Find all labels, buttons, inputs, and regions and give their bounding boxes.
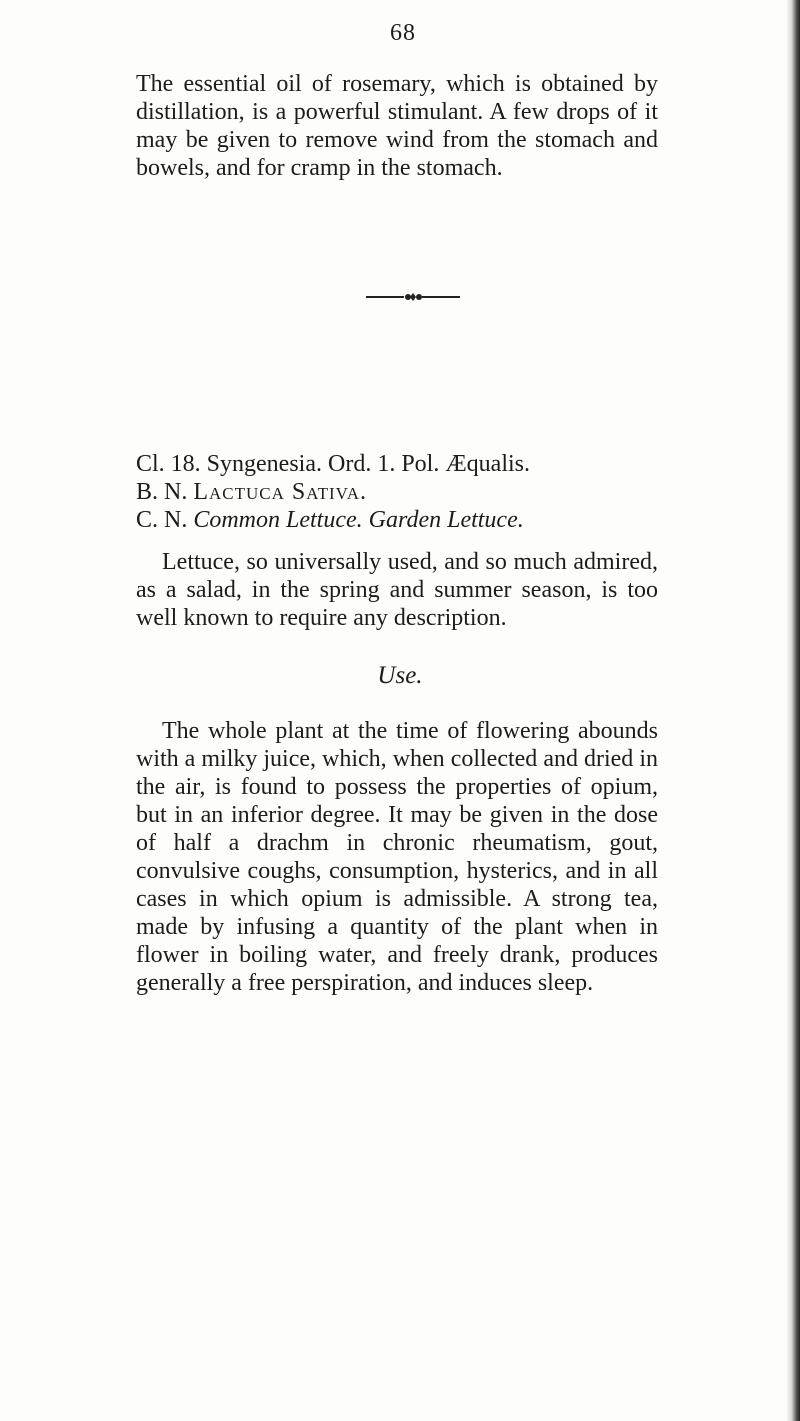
rosemary-oil-paragraph	[136, 70, 658, 182]
section-divider-ornament	[366, 292, 460, 302]
use-paragraph	[136, 717, 658, 997]
botanical-name-prefix: B. N.	[136, 479, 188, 505]
lettuce-description-paragraph	[136, 548, 658, 632]
class-order-line: Cl. 18. Syngenesia. Ord. 1. Pol. Æqualis.	[136, 451, 530, 477]
common-name: Common Lettuce. Garden Lettuce.	[193, 507, 524, 533]
page-number: 68	[390, 20, 416, 46]
page-edge-shadow	[786, 0, 800, 1421]
botanical-name: Lactuca Sativa.	[193, 479, 368, 505]
use-paragraph-text: The whole plant at the time of flowering abounds with a milky juice, which, when collected and dried in the air, is found to possess the properties of opium, but in an inferior degree. It may be given in the dose of half a drachm in chronic rheumatism, gout, convulsive coughs, consumption, hysterics, and in all cases in which opium is admissible. A strong tea, made by infusing a quantity of the plant when in flower in boiling water, and freely drank, produces generally a free perspiration, and induces sleep.	[136, 718, 658, 996]
common-name-prefix: C. N.	[136, 507, 188, 533]
description-paragraph-text: Lettuce, so universally used, and so much admired, as a salad, in the spring and summer season, is too well known to require any description.	[136, 549, 658, 631]
intro-paragraph-text: The essential oil of rosemary, which is obtained by distillation, is a powerful stimulant. A few drops of it may be given to remove wind from the stomach and bowels, and for cramp in the stomach.	[136, 71, 658, 181]
use-heading: Use.	[377, 662, 423, 689]
botanical-name-line	[136, 478, 676, 506]
common-name-line	[136, 506, 676, 534]
plant-classification	[136, 450, 676, 534]
